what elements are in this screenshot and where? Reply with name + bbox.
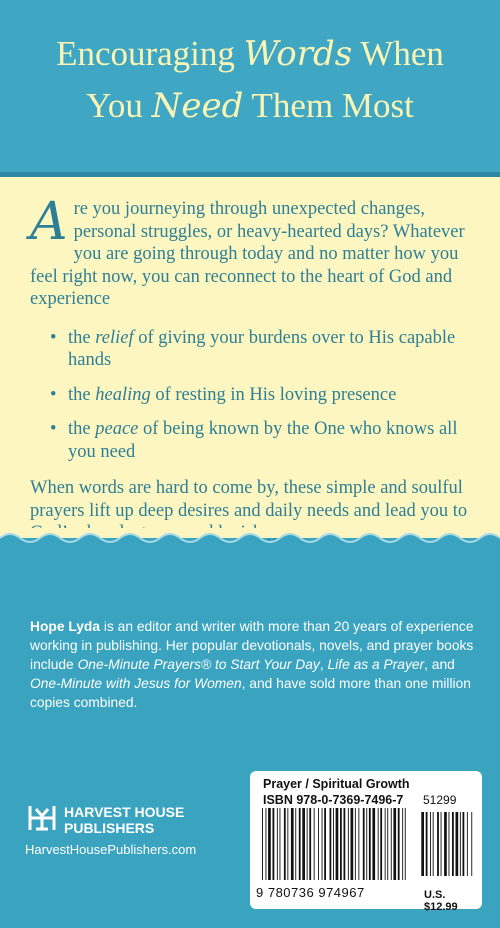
- barcode-bar: [280, 808, 281, 880]
- barcode-bar: [433, 812, 434, 876]
- publisher-name: HARVEST HOUSE PUBLISHERS: [64, 804, 185, 836]
- barcode-panel: [250, 771, 482, 913]
- barcode-bar: [366, 808, 367, 880]
- barcode-bar: [324, 808, 326, 880]
- barcode-bar: [402, 808, 403, 880]
- barcode-bar: [268, 808, 271, 880]
- barcode-bar: [421, 812, 424, 876]
- barcode-bar: [363, 808, 365, 880]
- headline: [0, 28, 500, 132]
- barcode-bar: [266, 808, 267, 880]
- benefit-list: [50, 327, 478, 464]
- barcode-bar: [309, 808, 311, 880]
- barcode-bar: [387, 808, 388, 880]
- barcode-bar: [330, 808, 332, 880]
- barcode-bar: [336, 808, 339, 880]
- body-copy: [30, 192, 478, 545]
- barcode-bar: [463, 812, 465, 876]
- barcode-bar: [273, 808, 275, 880]
- barcode-bar: [348, 808, 349, 880]
- barcode-bars: [258, 808, 474, 884]
- publisher-website: HarvestHousePublishers.com: [25, 842, 197, 857]
- barcode-bar: [467, 812, 468, 876]
- barcode-number: 9 780736 974967: [256, 885, 365, 900]
- barcode-bar: [295, 808, 296, 880]
- list-item: • the healing of resting in His loving presence: [50, 384, 478, 407]
- author-name: Hope Lyda: [30, 619, 101, 634]
- isbn-label: ISBN 978-0-7369-7496-7: [263, 793, 404, 807]
- barcode-bar: [262, 808, 263, 880]
- headline-script-word: Words: [243, 34, 353, 74]
- barcode-bar: [351, 808, 354, 880]
- barcode-bar: [299, 808, 301, 880]
- barcode-bar: [372, 808, 375, 880]
- drop-cap: A: [30, 192, 68, 252]
- barcode-bar: [318, 808, 319, 880]
- harvest-house-logo-icon: [27, 802, 57, 834]
- barcode-bar: [322, 808, 323, 880]
- barcode-bar: [302, 808, 305, 880]
- barcode-bar: [333, 808, 334, 880]
- barcode-bar: [291, 808, 294, 880]
- author-bio: Hope Lyda is an editor and writer with more than 20 years of experience working in publishing. Her popular devotionals, novels, and prayer books include One-Minute Prayers® to Start Your Day, Life as a Prayer, and One-Minute with Jesus for Women, and have sold more than one million copies combined.: [30, 619, 474, 710]
- headline-line-1: Encouraging Words When: [56, 34, 444, 74]
- barcode-bar: [344, 808, 346, 880]
- list-item: • the relief of giving your burdens over to His capable hands: [50, 327, 478, 372]
- barcode-bar: [430, 812, 431, 876]
- barcode-bar: [398, 808, 400, 880]
- barcode-bar: [426, 812, 428, 876]
- headline-line-2: You Need Them Most: [86, 86, 414, 126]
- barcode-bar: [437, 812, 439, 876]
- headline-script-word: Need: [151, 86, 244, 126]
- price-label: U.S. $12.99: [424, 889, 458, 913]
- barcode-bar: [391, 808, 392, 880]
- barcode-bar: [378, 808, 379, 880]
- barcode-bar: [471, 812, 472, 876]
- barcode-bar: [444, 812, 447, 876]
- barcode-bar: [452, 812, 454, 876]
- intro-paragraph: Are you journeying through unexpected changes, personal struggles, or heavy-hearted days? Whatever you are going through today and no matter how you feel right now, you can reconnect to the heart of God and experience: [30, 192, 465, 309]
- barcode-bar: [307, 808, 308, 880]
- price-code: 51299: [423, 793, 457, 807]
- barcode-bar: [314, 808, 315, 880]
- wave-divider: [0, 528, 500, 556]
- category-label: Prayer / Spiritual Growth: [263, 777, 410, 791]
- barcode-bar: [441, 812, 442, 876]
- barcode-bar: [456, 812, 459, 876]
- barcode-bar: [393, 808, 396, 880]
- barcode-bar: [277, 808, 278, 880]
- barcode-bar: [287, 808, 288, 880]
- barcode-bar: [355, 808, 356, 880]
- barcode-bar: [358, 808, 359, 880]
- barcode-bar: [369, 808, 371, 880]
- barcode-bar: [284, 808, 286, 880]
- barcode-bar: [449, 812, 450, 876]
- list-item: • the peace of being known by the One who knows all you need: [50, 418, 478, 463]
- closing-paragraph: When words are hard to come by, these simple and soulful prayers lift up deep desires and daily needs and lead you to: [30, 478, 468, 521]
- barcode-bar: [385, 808, 386, 880]
- barcode-bar: [380, 808, 382, 880]
- barcode-bar: [405, 808, 406, 880]
- barcode-bar: [340, 808, 342, 880]
- barcode-bar: [460, 812, 461, 876]
